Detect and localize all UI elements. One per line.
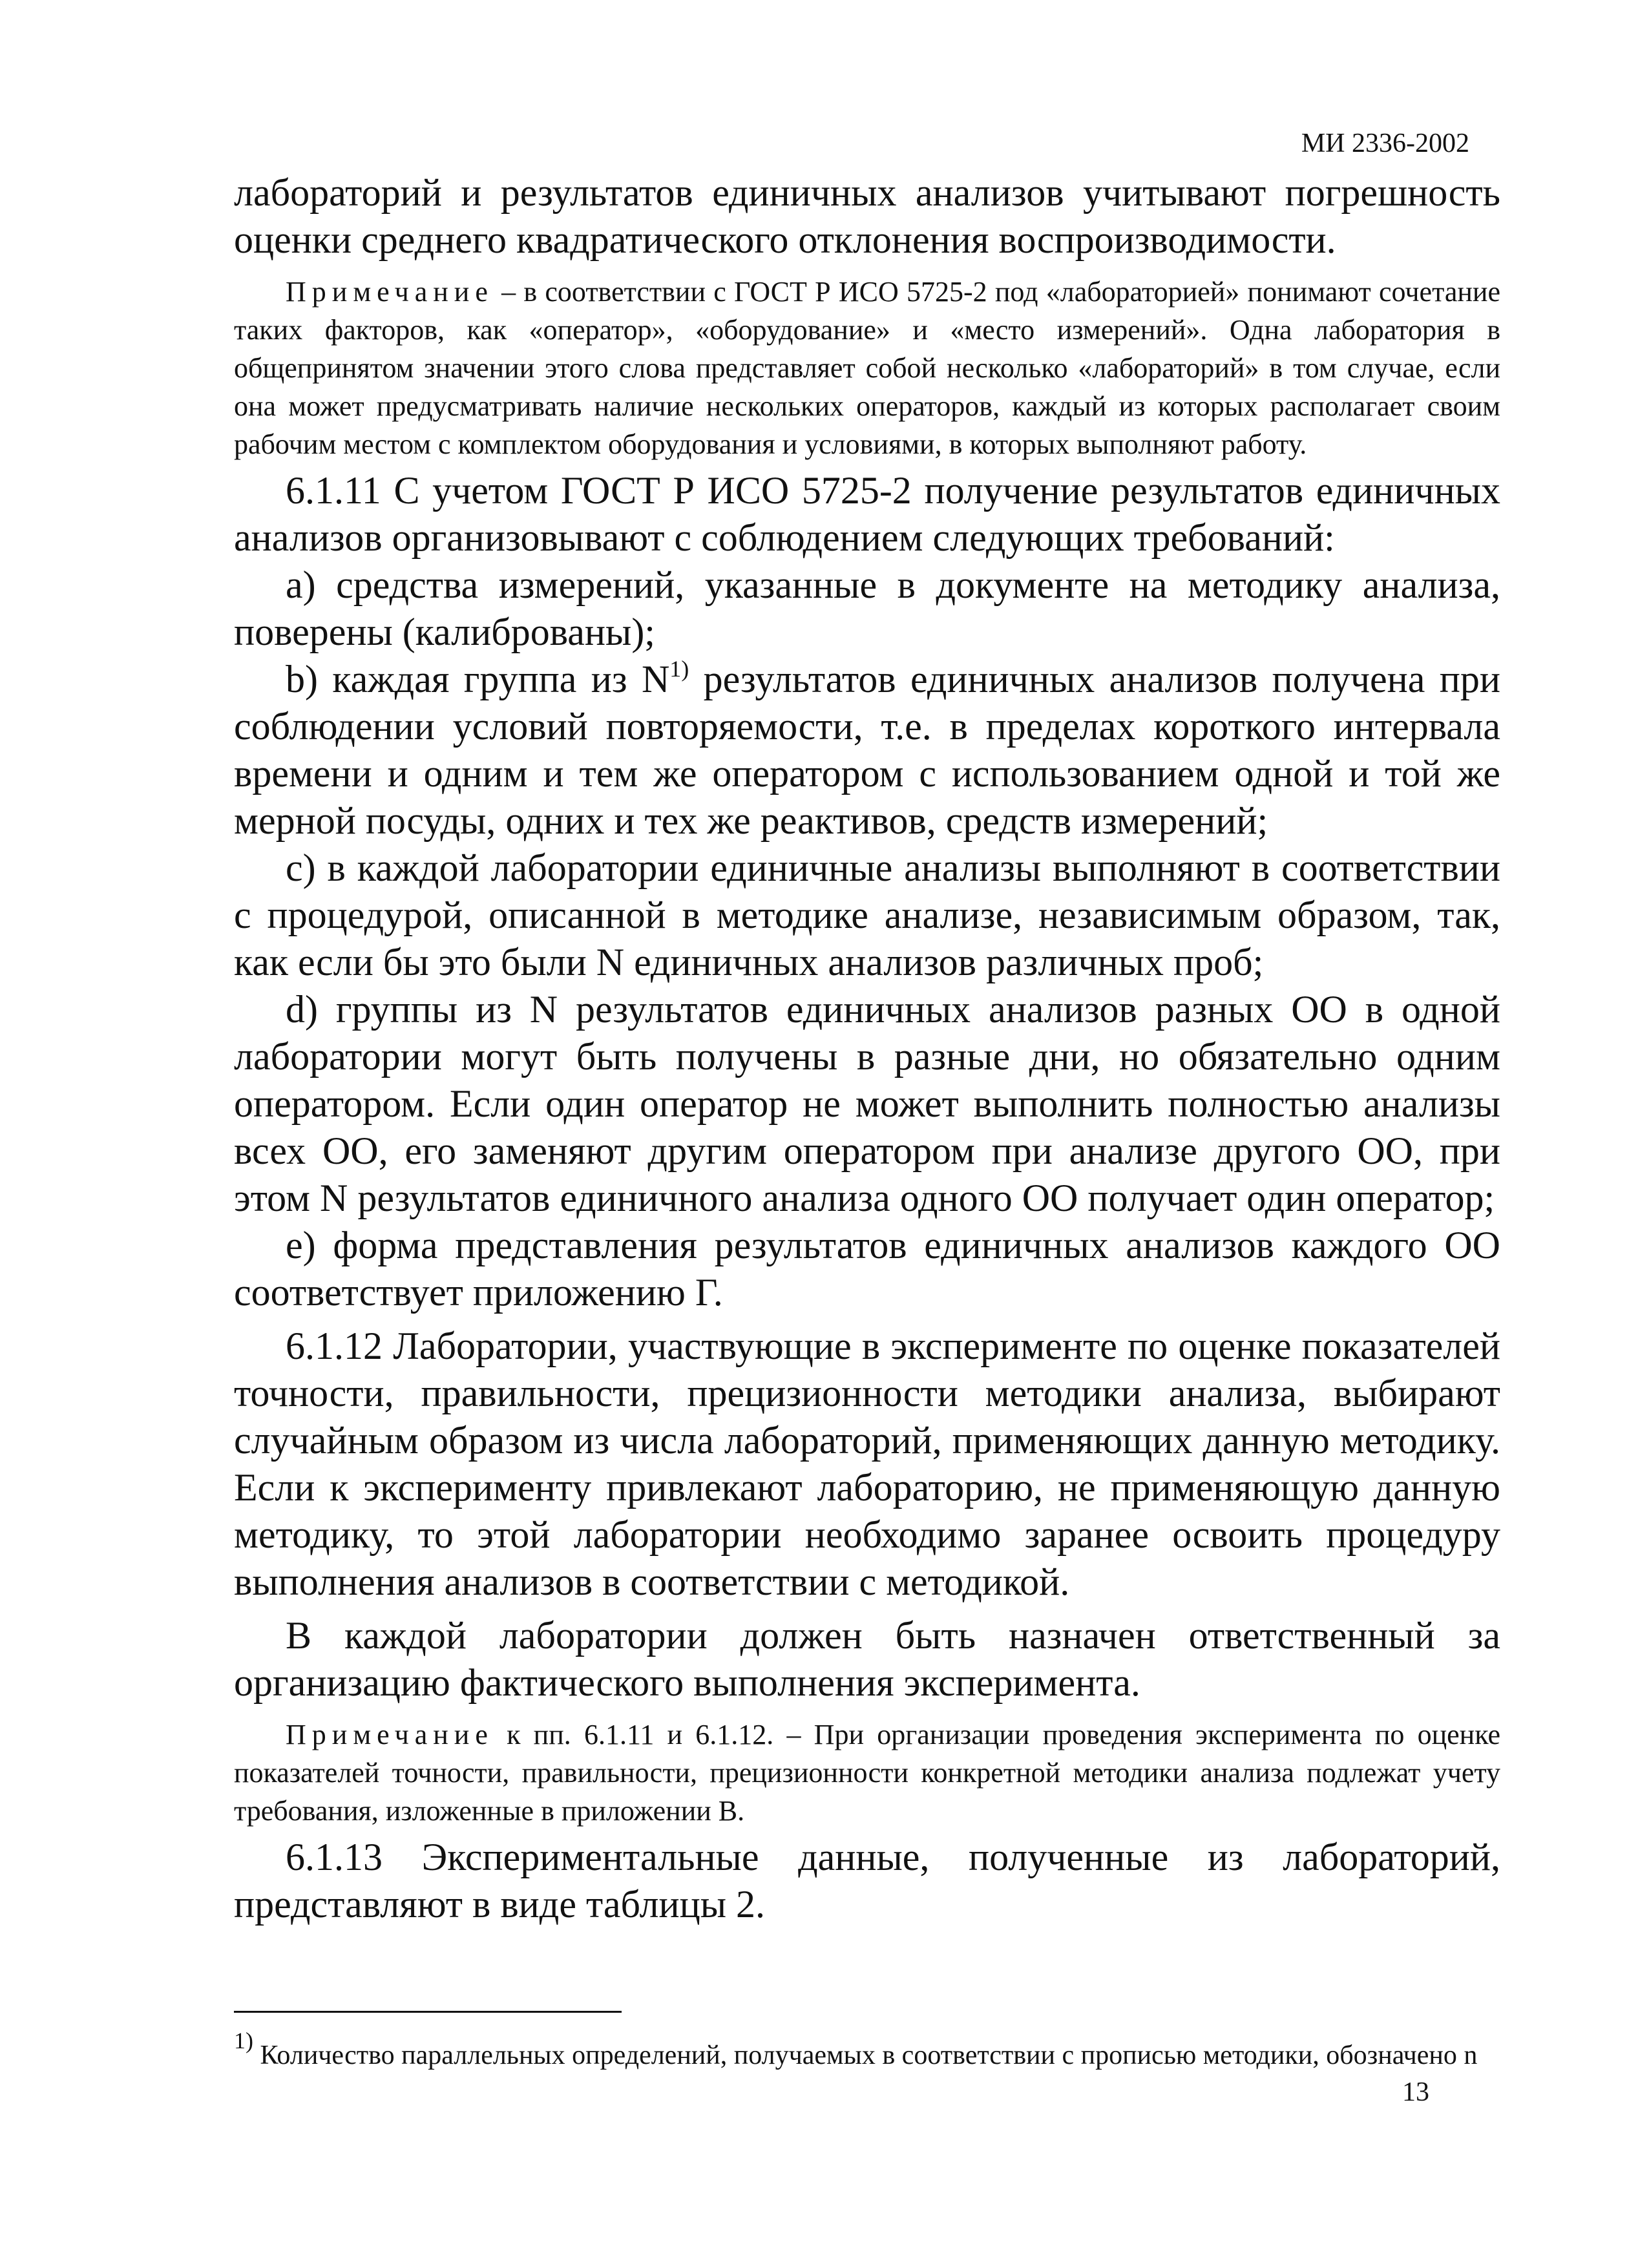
list-item-d: d) группы из N результатов единичных анализов разных ОО в одной лаборатории могут быть получены в разные дни, но обязательно одним оператором. Если один оператор не может выполнить полностью анализы всех ОО, его заменяют другим оператором при анализе другого ОО, при этом N результатов единичного анализа одного ОО получает один оператор; — [234, 988, 1500, 1219]
intro-paragraph: лабораторий и результатов единичных анализов учитывают погрешность оценки среднего квадратического отклонения воспроизводимости. — [234, 171, 1500, 261]
list-item-b-start: b) каждая группа из N — [286, 658, 670, 700]
footnote — [234, 2028, 1500, 2072]
note-text-2: к пп. 6.1.11 и 6.1.12. – При организации проведения эксперимента по оценке показателей точности, правильности, прецизионности конкретной методики анализа подлежат учету требования, изложенные в приложении В. — [234, 1719, 1500, 1827]
responsible-paragraph: В каждой лаборатории должен быть назначен ответственный за организацию фактического выполнения эксперимента. — [234, 1614, 1500, 1704]
note-paragraph — [234, 273, 1500, 463]
note-text: – в соответствии с ГОСТ Р ИСО 5725-2 под «лабораторией» понимают сочетание таких факторов, как «оператор», «оборудование» и «место измерений». Одна лаборатория в общепринятом значении этого слова представляет собой несколько «лабораторий» в том случае, если она может предусматривать наличие нескольких операторов, каждый из которых располагает своим рабочим местом с комплектом оборудования и условиями, в которых выполняют работу. — [234, 276, 1500, 460]
clause-6-1-12: 6.1.12 Лаборатории, участвующие в эксперименте по оценке показателей точности, правильности, прецизионности методики анализа, выбирают случайным образом из числа лабораторий, применяющих данную методику. Если к эксперименту привлекают лабораторию, не применяющую данную методику, то этой лаборатории необходимо заранее освоить процедуру выполнения анализов в соответствии с методикой. — [234, 1325, 1500, 1603]
note-label: Примечание — [286, 276, 494, 308]
list-item-b-end: результатов единичных анализов получена при соблюдении условий повторяемости, т.е. в пределах короткого интервала времени и одним и тем же оператором с использованием одной и той же мерной посуды, одних и тех же реактивов, средств измерений; — [234, 658, 1500, 842]
clause-6-1-11: 6.1.11 С учетом ГОСТ Р ИСО 5725-2 получение результатов единичных анализов организовывают с соблюдением следующих требований: — [234, 469, 1500, 559]
list-item-c: с) в каждой лаборатории единичные анализы выполняют в соответствии с процедурой, описанной в методике анализе, независимым образом, так, как если бы это были N единичных анализов различных проб; — [234, 846, 1500, 983]
footnote-mark: 1) — [234, 2028, 253, 2053]
document-code: МИ 2336-2002 — [1301, 129, 1469, 158]
page-body — [234, 169, 1500, 1928]
page-number: 13 — [1402, 2077, 1429, 2107]
footnote-reference: 1) — [669, 656, 689, 682]
note-label-2: Примечание — [286, 1719, 494, 1750]
note-paragraph-2 — [234, 1716, 1500, 1830]
clause-6-1-13: 6.1.13 Экспериментальные данные, полученные из лабораторий, представляют в виде таблицы 2. — [234, 1836, 1500, 1926]
list-item-e: е) форма представления результатов единичных анализов каждого ОО соответствует приложению Г. — [234, 1224, 1500, 1314]
footnote-text: Количество параллельных определений, получаемых в соответствии с прописью методики, обозначено n — [253, 2041, 1478, 2070]
list-item-b — [234, 656, 1500, 845]
footnote-divider — [234, 2011, 622, 2013]
list-item-a: а) средства измерений, указанные в документе на методику анализа, поверены (калиброваны); — [234, 563, 1500, 653]
